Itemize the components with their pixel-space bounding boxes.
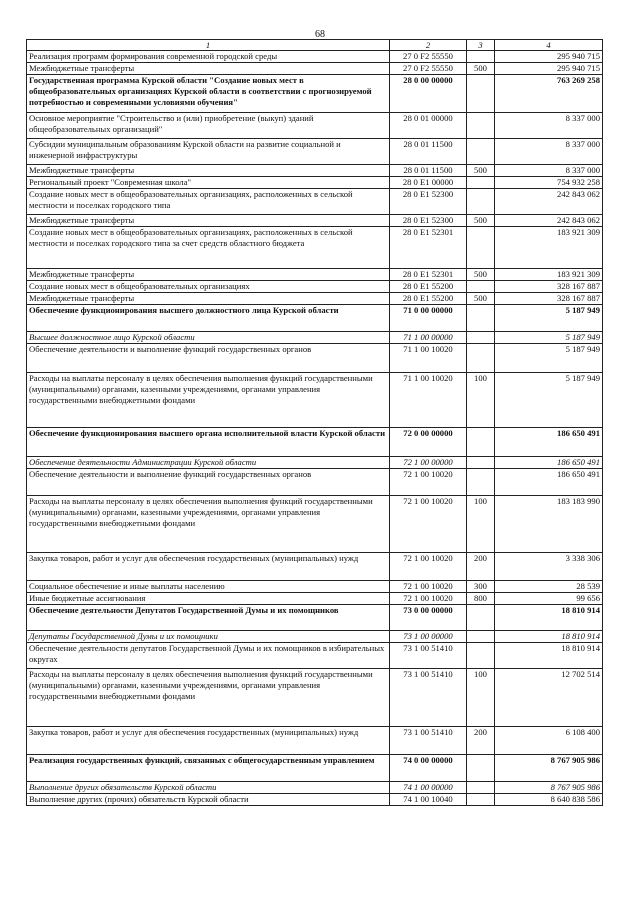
row-name: Создание новых мест в общеобразовательных организациях bbox=[27, 281, 390, 293]
row-sum: 183 921 309 bbox=[495, 227, 603, 269]
row-code: 71 1 00 10020 bbox=[390, 373, 467, 428]
row-vr bbox=[467, 457, 495, 469]
row-sum: 99 656 bbox=[495, 593, 603, 605]
table-row bbox=[27, 373, 603, 428]
row-sum: 8 337 000 bbox=[495, 165, 603, 177]
row-code: 28 0 E1 00000 bbox=[390, 177, 467, 189]
table-row bbox=[27, 189, 603, 215]
row-name: Обеспечение деятельности и выполнение функций государственных органов bbox=[27, 469, 390, 496]
row-sum: 186 650 491 bbox=[495, 457, 603, 469]
table-row bbox=[27, 281, 603, 293]
row-vr: 500 bbox=[467, 215, 495, 227]
row-sum: 5 187 949 bbox=[495, 305, 603, 332]
row-vr bbox=[467, 344, 495, 373]
row-vr: 500 bbox=[467, 293, 495, 305]
row-name: Выполнение других (прочих) обязательств Курской области bbox=[27, 794, 390, 806]
table-row bbox=[27, 332, 603, 344]
row-name: Депутаты Государственной Думы и их помощники bbox=[27, 631, 390, 643]
header-row bbox=[27, 40, 603, 51]
row-code: 28 0 E1 52301 bbox=[390, 227, 467, 269]
table-row bbox=[27, 794, 603, 806]
header-col-sum: 4 bbox=[495, 40, 603, 51]
row-vr bbox=[467, 139, 495, 165]
row-vr bbox=[467, 782, 495, 794]
header-col-vr: 3 bbox=[467, 40, 495, 51]
row-vr bbox=[467, 469, 495, 496]
row-name: Государственная программа Курской области "Создание новых мест в общеобразовательных организациях Курской области в соответствии с прогнозируемой потребностью и современными условиями обучения" bbox=[27, 75, 390, 113]
row-name: Создание новых мест в общеобразовательных организациях, расположенных в сельской местности и поселках городского типа bbox=[27, 189, 390, 215]
row-sum: 186 650 491 bbox=[495, 428, 603, 457]
row-name: Обеспечение деятельности депутатов Государственной Думы и их помощников в избирательных округах bbox=[27, 643, 390, 669]
row-vr: 100 bbox=[467, 669, 495, 727]
row-sum: 295 940 715 bbox=[495, 51, 603, 63]
row-name: Обеспечение деятельности Депутатов Государственной Думы и их помощников bbox=[27, 605, 390, 631]
row-sum: 242 843 062 bbox=[495, 215, 603, 227]
row-code: 72 1 00 10020 bbox=[390, 469, 467, 496]
row-sum: 5 187 949 bbox=[495, 344, 603, 373]
row-sum: 3 338 306 bbox=[495, 553, 603, 581]
row-code: 72 1 00 10020 bbox=[390, 553, 467, 581]
row-name: Закупка товаров, работ и услуг для обеспечения государственных (муниципальных) нужд bbox=[27, 553, 390, 581]
row-sum: 183 921 309 bbox=[495, 269, 603, 281]
table-row bbox=[27, 269, 603, 281]
row-sum: 18 810 914 bbox=[495, 643, 603, 669]
row-sum: 5 187 949 bbox=[495, 332, 603, 344]
row-name: Межбюджетные трансферты bbox=[27, 165, 390, 177]
row-name: Создание новых мест в общеобразовательных организациях, расположенных в сельской местности и поселках городского типа за счет средств областного бюджета bbox=[27, 227, 390, 269]
row-sum: 8 640 838 586 bbox=[495, 794, 603, 806]
row-vr bbox=[467, 428, 495, 457]
table-row bbox=[27, 344, 603, 373]
row-sum: 242 843 062 bbox=[495, 189, 603, 215]
table-row bbox=[27, 63, 603, 75]
row-name: Обеспечение функционирования высшего органа исполнительной власти Курской области bbox=[27, 428, 390, 457]
row-name: Субсидии муниципальным образованиям Курской области на развитие социальной и инженерной инфраструктуры bbox=[27, 139, 390, 165]
row-code: 71 1 00 00000 bbox=[390, 332, 467, 344]
table-row bbox=[27, 139, 603, 165]
table-row bbox=[27, 227, 603, 269]
row-name: Региональный проект "Современная школа" bbox=[27, 177, 390, 189]
row-sum: 12 702 514 bbox=[495, 669, 603, 727]
table-row bbox=[27, 496, 603, 553]
row-code: 27 0 F2 55550 bbox=[390, 51, 467, 63]
table-row bbox=[27, 643, 603, 669]
row-code: 28 0 01 00000 bbox=[390, 113, 467, 139]
table-row bbox=[27, 469, 603, 496]
table-row bbox=[27, 177, 603, 189]
row-code: 72 1 00 00000 bbox=[390, 457, 467, 469]
row-code: 28 0 E1 52300 bbox=[390, 189, 467, 215]
row-name: Обеспечение деятельности и выполнение функций государственных органов bbox=[27, 344, 390, 373]
row-sum: 186 650 491 bbox=[495, 469, 603, 496]
row-code: 74 1 00 00000 bbox=[390, 782, 467, 794]
row-code: 28 0 00 00000 bbox=[390, 75, 467, 113]
row-code: 27 0 F2 55550 bbox=[390, 63, 467, 75]
header-col-name: 1 bbox=[27, 40, 390, 51]
row-vr bbox=[467, 305, 495, 332]
row-code: 28 0 01 11500 bbox=[390, 165, 467, 177]
table-row bbox=[27, 457, 603, 469]
table-row bbox=[27, 51, 603, 63]
table-row bbox=[27, 293, 603, 305]
row-name: Обеспечение деятельности Администрации Курской области bbox=[27, 457, 390, 469]
table-row bbox=[27, 593, 603, 605]
row-vr: 100 bbox=[467, 496, 495, 553]
row-code: 73 0 00 00000 bbox=[390, 605, 467, 631]
row-sum: 18 810 914 bbox=[495, 605, 603, 631]
table-row bbox=[27, 669, 603, 727]
row-name: Социальное обеспечение и иные выплаты населению bbox=[27, 581, 390, 593]
row-name: Основное мероприятие "Строительство и (или) приобретение (выкуп) зданий общеобразовательных организаций" bbox=[27, 113, 390, 139]
table-row bbox=[27, 165, 603, 177]
row-name: Выполнение других обязательств Курской области bbox=[27, 782, 390, 794]
row-code: 28 0 E1 55200 bbox=[390, 293, 467, 305]
row-vr bbox=[467, 227, 495, 269]
row-vr bbox=[467, 631, 495, 643]
table-row bbox=[27, 727, 603, 755]
row-sum: 8 767 905 986 bbox=[495, 755, 603, 782]
page-number: 68 bbox=[315, 29, 325, 40]
table-row bbox=[27, 755, 603, 782]
table-row bbox=[27, 605, 603, 631]
row-vr bbox=[467, 189, 495, 215]
row-vr: 800 bbox=[467, 593, 495, 605]
row-code: 28 0 01 11500 bbox=[390, 139, 467, 165]
row-code: 72 1 00 10020 bbox=[390, 496, 467, 553]
row-name: Расходы на выплаты персоналу в целях обеспечения выполнения функций государственными (муниципальными) органами, казенными учреждениями, органами управления государственными внебюджетными фондами bbox=[27, 373, 390, 428]
header-col-code: 2 bbox=[390, 40, 467, 51]
row-name: Межбюджетные трансферты bbox=[27, 269, 390, 281]
table-row bbox=[27, 553, 603, 581]
table-row bbox=[27, 581, 603, 593]
row-name: Межбюджетные трансферты bbox=[27, 63, 390, 75]
row-vr bbox=[467, 281, 495, 293]
row-name: Расходы на выплаты персоналу в целях обеспечения выполнения функций государственными (муниципальными) органами, казенными учреждениями, органами управления государственными внебюджетными фондами bbox=[27, 669, 390, 727]
row-vr: 200 bbox=[467, 727, 495, 755]
budget-table bbox=[26, 39, 603, 806]
row-name: Иные бюджетные ассигнования bbox=[27, 593, 390, 605]
row-vr: 500 bbox=[467, 63, 495, 75]
table-row bbox=[27, 75, 603, 113]
row-code: 71 1 00 10020 bbox=[390, 344, 467, 373]
row-vr bbox=[467, 332, 495, 344]
row-code: 74 0 00 00000 bbox=[390, 755, 467, 782]
table-row bbox=[27, 113, 603, 139]
row-vr: 200 bbox=[467, 553, 495, 581]
row-sum: 328 167 887 bbox=[495, 281, 603, 293]
row-code: 73 1 00 00000 bbox=[390, 631, 467, 643]
row-sum: 8 337 000 bbox=[495, 113, 603, 139]
row-vr bbox=[467, 755, 495, 782]
table-row bbox=[27, 428, 603, 457]
row-vr: 500 bbox=[467, 165, 495, 177]
row-code: 71 0 00 00000 bbox=[390, 305, 467, 332]
row-name: Закупка товаров, работ и услуг для обеспечения государственных (муниципальных) нужд bbox=[27, 727, 390, 755]
row-sum: 754 932 258 bbox=[495, 177, 603, 189]
table-row bbox=[27, 631, 603, 643]
row-sum: 18 810 914 bbox=[495, 631, 603, 643]
row-sum: 8 337 000 bbox=[495, 139, 603, 165]
row-code: 72 0 00 00000 bbox=[390, 428, 467, 457]
row-code: 73 1 00 51410 bbox=[390, 727, 467, 755]
row-vr bbox=[467, 605, 495, 631]
row-name: Высшее должностное лицо Курской области bbox=[27, 332, 390, 344]
row-vr bbox=[467, 794, 495, 806]
row-code: 28 0 E1 52300 bbox=[390, 215, 467, 227]
row-sum: 28 539 bbox=[495, 581, 603, 593]
row-code: 73 1 00 51410 bbox=[390, 669, 467, 727]
row-sum: 295 940 715 bbox=[495, 63, 603, 75]
row-vr: 100 bbox=[467, 373, 495, 428]
row-code: 28 0 E1 52301 bbox=[390, 269, 467, 281]
row-name: Межбюджетные трансферты bbox=[27, 215, 390, 227]
row-vr bbox=[467, 643, 495, 669]
row-code: 73 1 00 51410 bbox=[390, 643, 467, 669]
row-name: Реализация программ формирования современной городской среды bbox=[27, 51, 390, 63]
row-vr bbox=[467, 75, 495, 113]
row-name: Расходы на выплаты персоналу в целях обеспечения выполнения функций государственными (муниципальными) органами, казенными учреждениями, органами управления государственными внебюджетными фондами bbox=[27, 496, 390, 553]
row-name: Межбюджетные трансферты bbox=[27, 293, 390, 305]
table-row bbox=[27, 305, 603, 332]
table-row bbox=[27, 782, 603, 794]
row-vr bbox=[467, 177, 495, 189]
row-code: 74 1 00 10040 bbox=[390, 794, 467, 806]
row-sum: 5 187 949 bbox=[495, 373, 603, 428]
row-sum: 8 767 905 986 bbox=[495, 782, 603, 794]
row-code: 28 0 E1 55200 bbox=[390, 281, 467, 293]
row-sum: 183 183 990 bbox=[495, 496, 603, 553]
row-name: Реализация государственных функций, связанных с общегосударственным управлением bbox=[27, 755, 390, 782]
row-vr bbox=[467, 113, 495, 139]
row-sum: 328 167 887 bbox=[495, 293, 603, 305]
row-code: 72 1 00 10020 bbox=[390, 593, 467, 605]
row-vr: 300 bbox=[467, 581, 495, 593]
row-vr bbox=[467, 51, 495, 63]
row-code: 72 1 00 10020 bbox=[390, 581, 467, 593]
row-vr: 500 bbox=[467, 269, 495, 281]
row-name: Обеспечение функционирования высшего должностного лица Курской области bbox=[27, 305, 390, 332]
row-sum: 6 108 400 bbox=[495, 727, 603, 755]
row-sum: 763 269 258 bbox=[495, 75, 603, 113]
table-row bbox=[27, 215, 603, 227]
